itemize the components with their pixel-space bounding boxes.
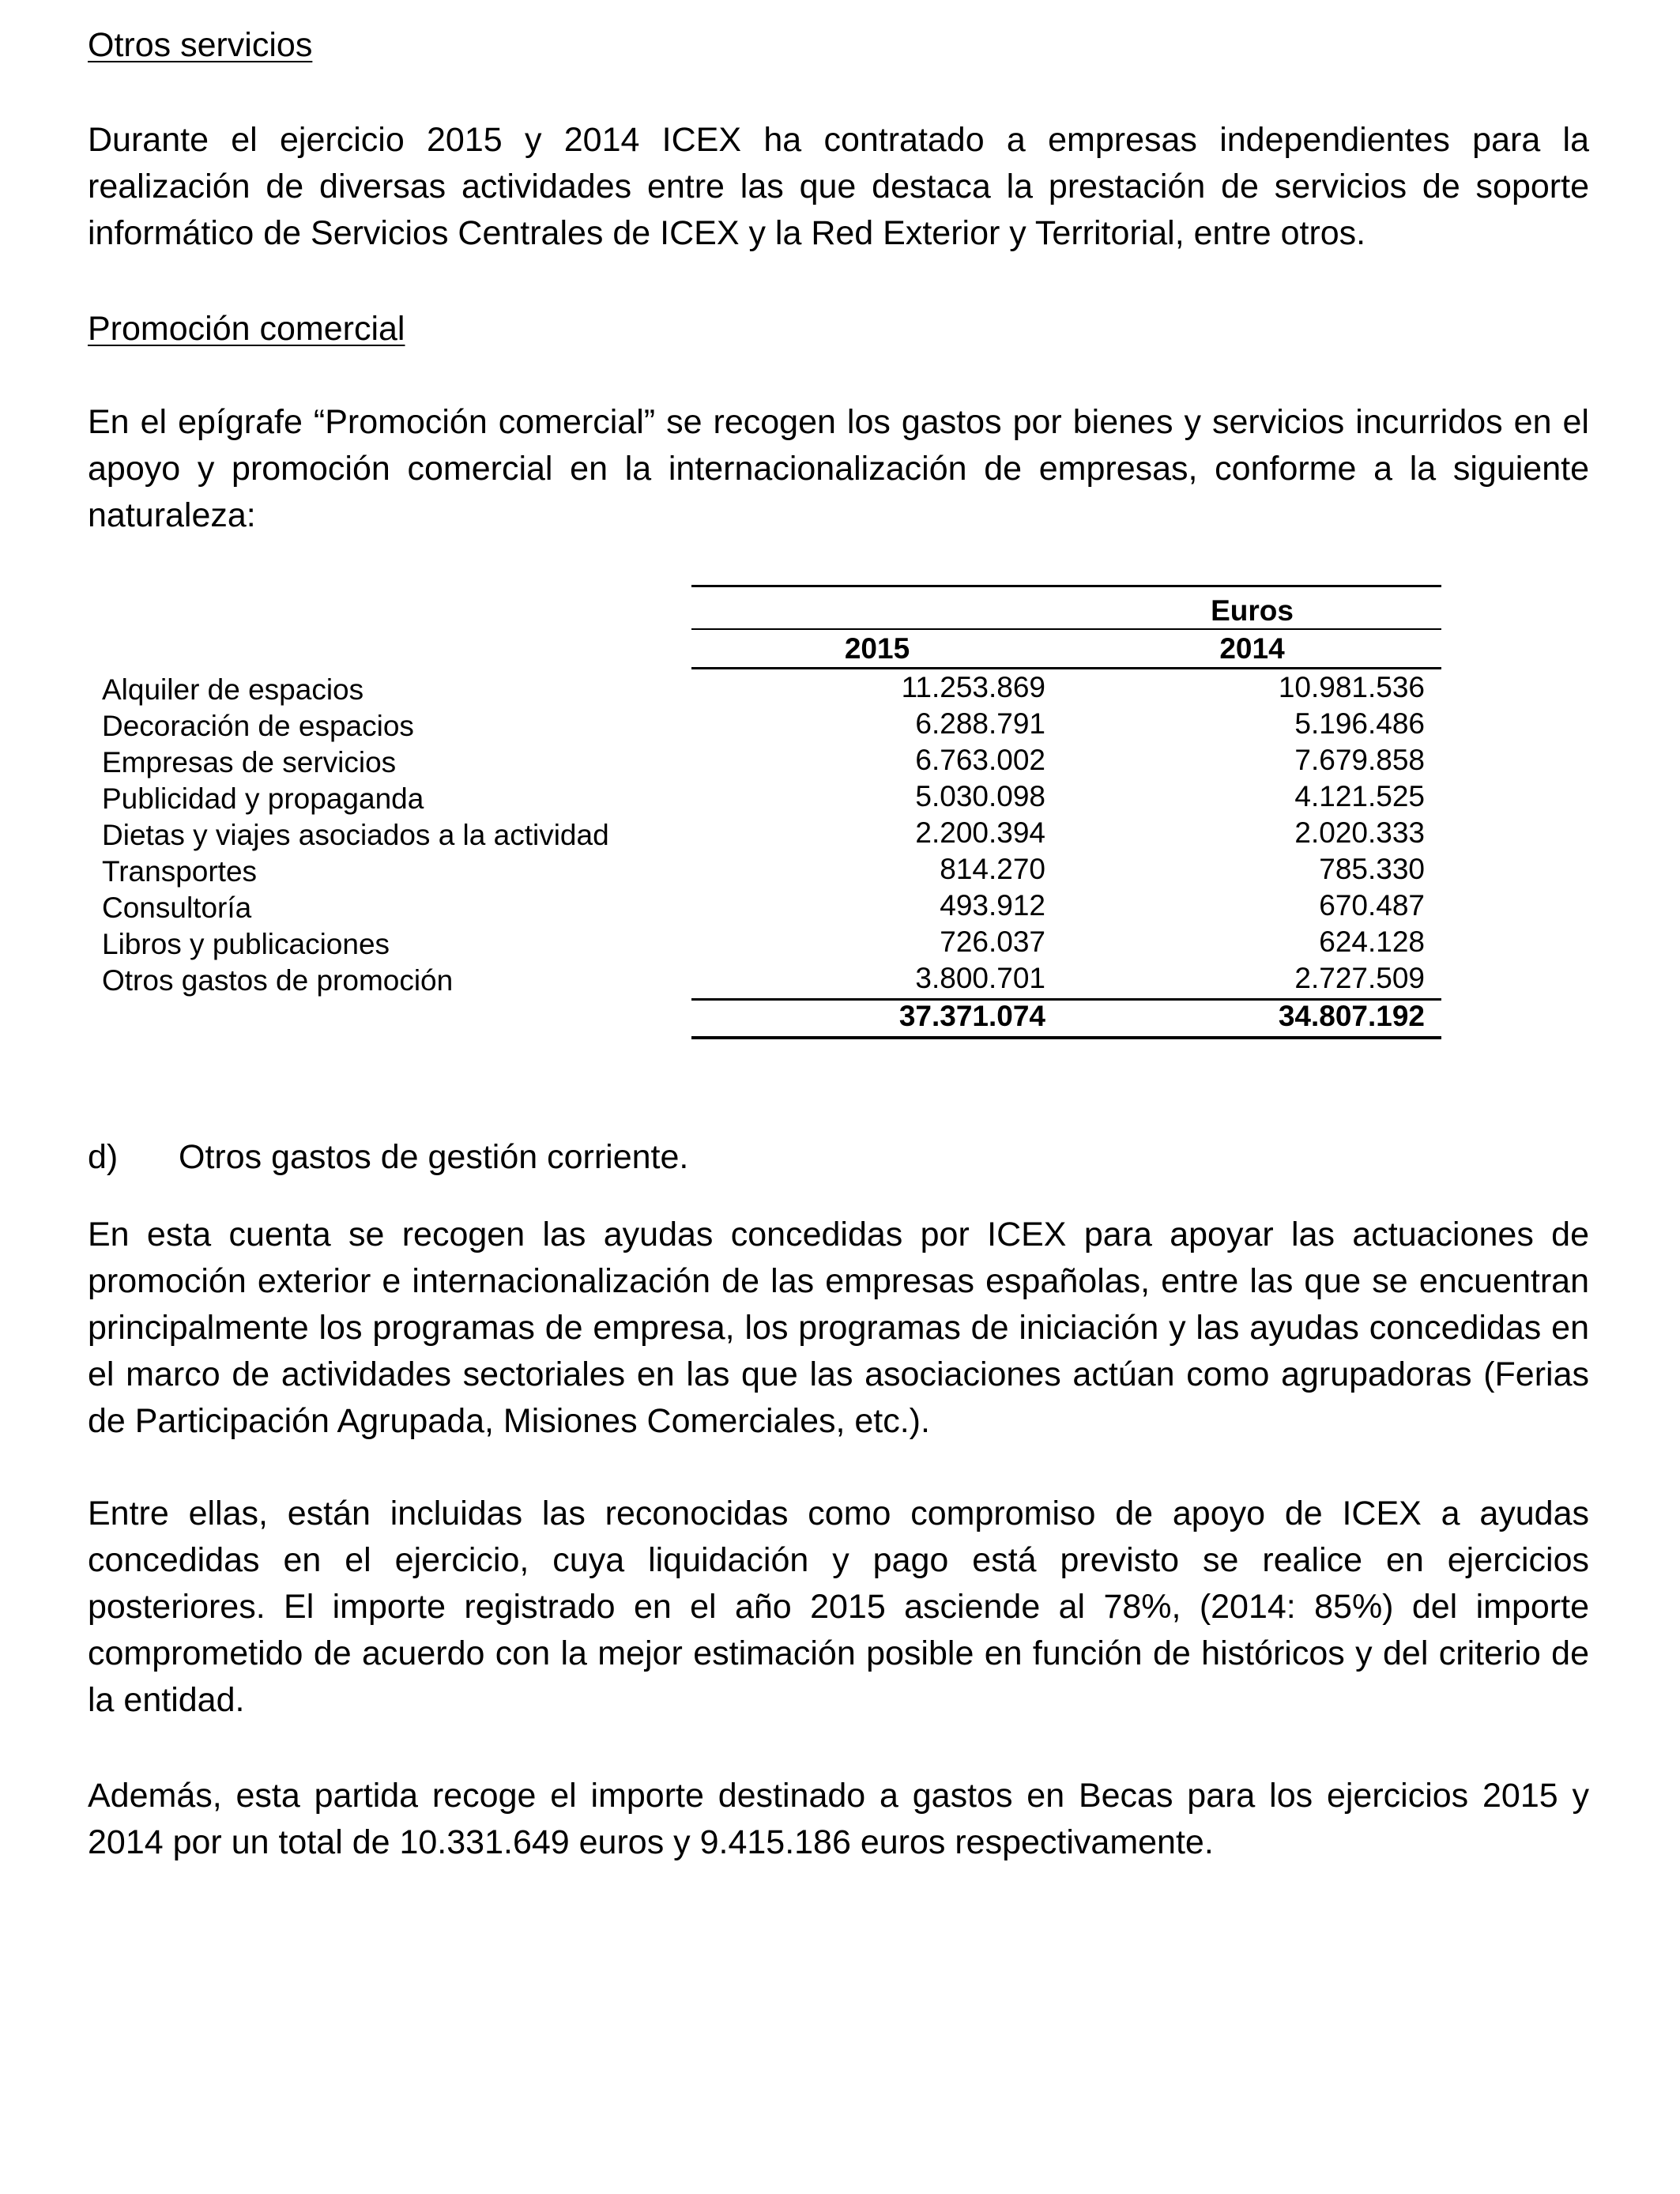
table-row-value-2014: 670.487 <box>1319 889 1425 922</box>
table-row-value-2015: 5.030.098 <box>915 780 1045 812</box>
table-row-label: Empresas de servicios <box>102 746 397 778</box>
table-row-value-2015: 3.800.701 <box>915 962 1045 994</box>
paragraph-otros-gastos-1: En esta cuenta se recogen las ayudas concedidas por ICEX para apoyar las actuaciones de promoción exterior e internacionalización de las empresas españolas, entre las que se encuentran principalmente los programas de empresa, los programas de iniciación y las ayudas concedidas en el marco de actividades sectoriales en las que las asociaciones actúan como agrupadoras (Ferias de Participación Agrupada, Misiones Comerciales, etc.). <box>88 1216 1589 1440</box>
table-row-value-2014: 2.020.333 <box>1294 816 1425 849</box>
paragraph-otros-servicios: Durante el ejercicio 2015 y 2014 ICEX ha contratado a empresas independientes para la realización de diversas actividades entre las que destaca la prestación de servicios de soporte informático de Servicios Centrales de ICEX y la Red Exterior y Territorial, entre otros. <box>88 121 1589 252</box>
table-row-value-2014: 7.679.858 <box>1294 744 1425 776</box>
table-row-value-2015: 2.200.394 <box>915 816 1045 849</box>
table-col-2014: 2014 <box>1219 632 1285 665</box>
table-unit-header: Euros <box>1211 594 1294 627</box>
table-row-label: Publicidad y propaganda <box>102 782 424 815</box>
table-row-value-2014: 4.121.525 <box>1294 780 1425 812</box>
table-row-value-2015: 726.037 <box>940 925 1045 958</box>
table-row-value-2015: 493.912 <box>940 889 1045 922</box>
table-row-label: Consultoría <box>102 892 252 924</box>
paragraph-otros-gastos-3: Además, esta partida recoge el importe destinado a gastos en Becas para los ejercicios 2015 y 2014 por un total de 10.331.649 euros y 9.415.186 euros respectivamente. <box>88 1777 1589 1861</box>
table-row-value-2014: 10.981.536 <box>1278 671 1425 703</box>
table-row-value-2015: 814.270 <box>940 853 1045 885</box>
table-row-value-2015: 11.253.869 <box>901 671 1045 703</box>
table-total-2014: 34.807.192 <box>1278 1000 1425 1032</box>
heading-promocion-comercial: Promoción comercial <box>88 310 405 348</box>
table-row-label: Dietas y viajes asociados a la actividad <box>102 819 609 851</box>
table-row-value-2014: 2.727.509 <box>1294 962 1425 994</box>
table-bottom-rule <box>691 1036 1441 1039</box>
table-col-2015: 2015 <box>844 632 910 665</box>
table-row-value-2015: 6.763.002 <box>915 744 1045 776</box>
table-row-label: Transportes <box>102 855 258 888</box>
paragraph-promocion-comercial: En el epígrafe “Promoción comercial” se recogen los gastos por bienes y servicios incurridos en el apoyo y promoción comercial en la internacionalización de empresas, conforme a la siguiente naturaleza: <box>88 403 1589 534</box>
table-row-value-2014: 5.196.486 <box>1294 707 1425 740</box>
table-row-value-2014: 785.330 <box>1319 853 1425 885</box>
table-header-rule <box>691 628 1441 630</box>
section-letter: d) <box>88 1138 119 1176</box>
table-total-2015: 37.371.074 <box>898 1000 1045 1032</box>
table-top-rule <box>691 585 1441 587</box>
section-title-otros-gastos: Otros gastos de gestión corriente. <box>179 1138 689 1176</box>
table-row-label: Decoración de espacios <box>102 710 414 742</box>
table-row-value-2015: 6.288.791 <box>915 707 1045 740</box>
table-row-label: Otros gastos de promoción <box>102 964 454 997</box>
paragraph-otros-gastos-2: Entre ellas, están incluidas las reconocidas como compromiso de apoyo de ICEX a ayudas concedidas en el ejercicio, cuya liquidación y pago está previsto se realice en ejercicios posteriores. El importe registrado en el año 2015 asciende al 78%, (2014: 85%) del importe comprometido de acuerdo con la mejor estimación posible en función de históricos y del criterio de la entidad. <box>88 1495 1589 1719</box>
table-row-value-2014: 624.128 <box>1319 925 1425 958</box>
table-row-label: Alquiler de espacios <box>102 673 364 706</box>
table-row-label: Libros y publicaciones <box>102 928 390 960</box>
heading-otros-servicios: Otros servicios <box>88 26 313 64</box>
